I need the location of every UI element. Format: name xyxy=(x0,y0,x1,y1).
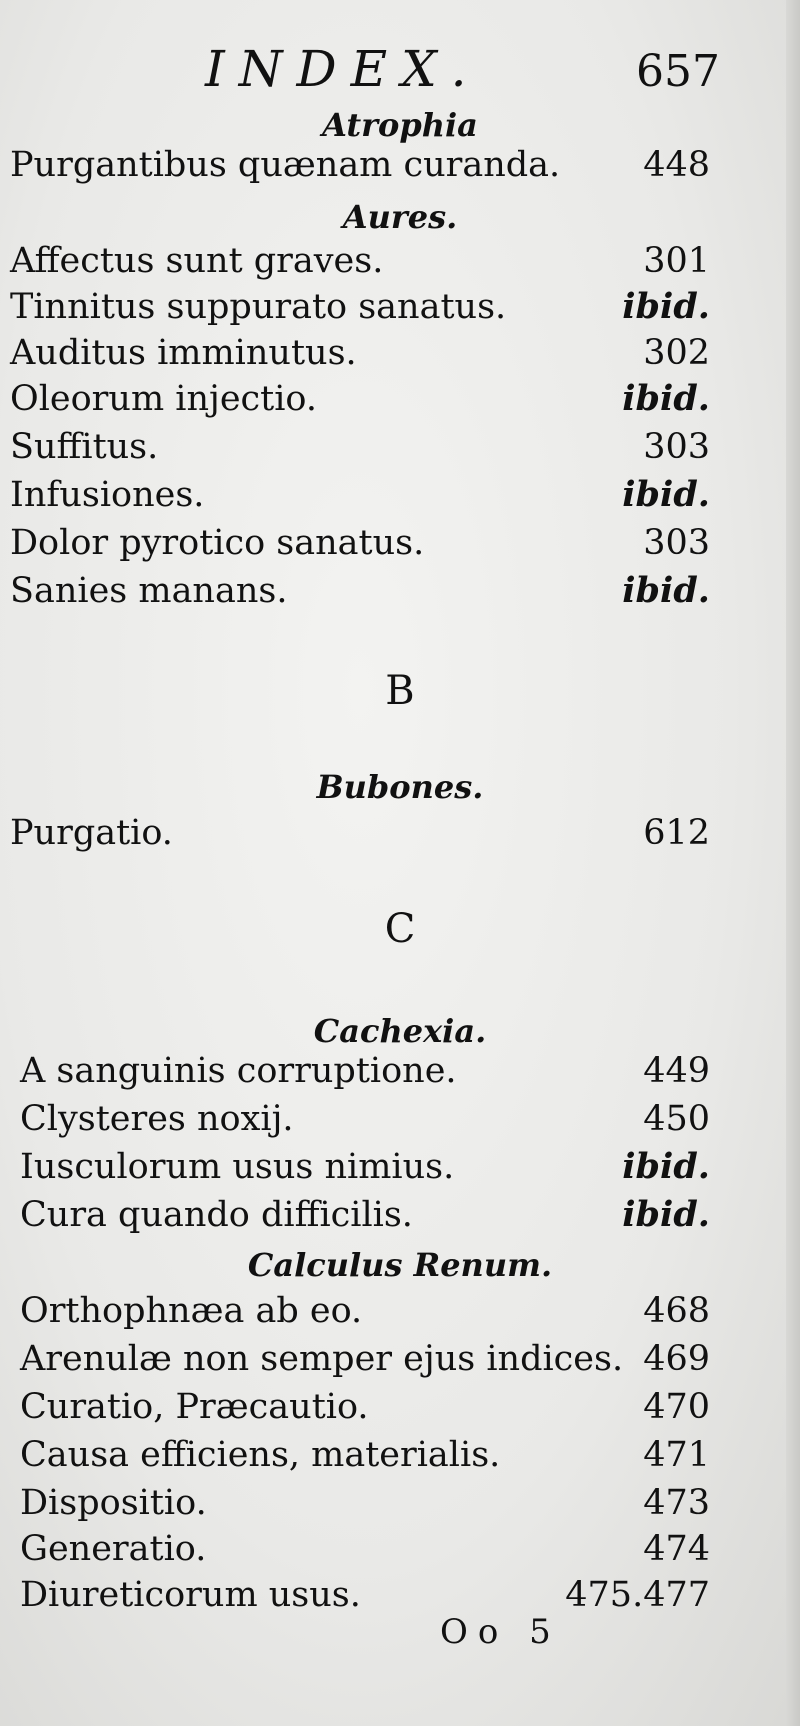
entry-term: Causa efficiens, materialis. xyxy=(20,1435,501,1475)
index-entry xyxy=(0,284,800,330)
page-title: INDEX. xyxy=(205,40,481,98)
entry-page-ref: 448 xyxy=(643,145,710,185)
entry-term: Purgatio. xyxy=(10,813,173,853)
entry-term: Curatio, Præcautio. xyxy=(20,1387,369,1427)
entry-term: Clysteres noxij. xyxy=(20,1099,294,1139)
entry-term: Oleorum injectio. xyxy=(10,379,318,419)
index-entry xyxy=(0,810,800,856)
index-entry xyxy=(0,1048,800,1094)
entry-page-ref: 302 xyxy=(643,333,710,373)
entry-page-ref: ibid. xyxy=(622,286,710,327)
index-entry xyxy=(0,1526,800,1572)
entry-term: Dispositio. xyxy=(20,1483,207,1523)
index-entry xyxy=(0,568,800,614)
entry-page-ref: ibid. xyxy=(622,378,710,419)
index-entry xyxy=(0,520,800,566)
entry-term: Generatio. xyxy=(20,1529,207,1569)
entry-term: Diureticorum usus. xyxy=(20,1575,361,1615)
entry-page-ref: 475.477 xyxy=(565,1575,710,1615)
section-heading-atrophia: Atrophia xyxy=(322,106,478,144)
entry-term: Tinnitus suppurato sanatus. xyxy=(10,287,507,327)
entry-page-ref: 469 xyxy=(643,1339,710,1379)
entry-term: Auditus imminutus. xyxy=(10,333,357,373)
entry-page-ref: 468 xyxy=(643,1291,710,1331)
index-entry xyxy=(0,424,800,470)
entry-term: Affectus sunt graves. xyxy=(10,241,384,281)
page-header xyxy=(0,40,800,100)
index-entry xyxy=(0,1572,800,1618)
index-entry xyxy=(0,1384,800,1430)
index-entry xyxy=(0,1096,800,1142)
index-entry xyxy=(0,1288,800,1334)
entry-page-ref: 301 xyxy=(643,241,710,281)
letter-divider-b: B xyxy=(385,668,415,714)
section-heading-cachexia: Cachexia. xyxy=(313,1012,487,1050)
entry-term: Cura quando difficilis. xyxy=(20,1195,413,1235)
index-entry xyxy=(0,1480,800,1526)
entry-page-ref: 449 xyxy=(643,1051,710,1091)
index-entry xyxy=(0,472,800,518)
index-entry xyxy=(0,1432,800,1478)
index-entry xyxy=(0,1336,800,1382)
entry-page-ref: 471 xyxy=(643,1435,710,1475)
entry-page-ref: ibid. xyxy=(622,1146,710,1187)
entry-page-ref: 303 xyxy=(643,523,710,563)
section-heading-aures: Aures. xyxy=(342,198,458,236)
entry-page-ref: 474 xyxy=(643,1529,710,1569)
entry-term: Dolor pyrotico sanatus. xyxy=(10,523,425,563)
entry-page-ref: 473 xyxy=(643,1483,710,1523)
entry-page-ref: ibid. xyxy=(622,570,710,611)
entry-term: Orthophnæa ab eo. xyxy=(20,1291,363,1331)
letter-divider-c: C xyxy=(384,906,416,952)
signature-mark: Oo 5 xyxy=(440,1612,561,1652)
entry-page-ref: 450 xyxy=(643,1099,710,1139)
index-entry xyxy=(0,142,800,188)
index-entry xyxy=(0,376,800,422)
entry-term: Sanies manans. xyxy=(10,571,288,611)
entry-page-ref: ibid. xyxy=(622,1194,710,1235)
entry-page-ref: 470 xyxy=(643,1387,710,1427)
index-entry xyxy=(0,238,800,284)
index-entry xyxy=(0,330,800,376)
entry-page-ref: 612 xyxy=(643,813,710,853)
entry-page-ref: 303 xyxy=(643,427,710,467)
entry-term: Suffitus. xyxy=(10,427,159,467)
entry-term: Iusculorum usus nimius. xyxy=(20,1147,455,1187)
page-number: 657 xyxy=(636,46,720,97)
entry-term: Arenulæ non semper ejus indices. xyxy=(20,1339,624,1379)
section-heading-calculus-renum: Calculus Renum. xyxy=(247,1246,553,1284)
index-entry xyxy=(0,1144,800,1190)
section-heading-bubones: Bubones. xyxy=(316,768,484,806)
entry-term: A sanguinis corruptione. xyxy=(20,1051,457,1091)
index-entry xyxy=(0,1192,800,1238)
entry-term: Purgantibus quænam curanda. xyxy=(10,145,561,185)
entry-term: Infusiones. xyxy=(10,475,205,515)
entry-page-ref: ibid. xyxy=(622,474,710,515)
